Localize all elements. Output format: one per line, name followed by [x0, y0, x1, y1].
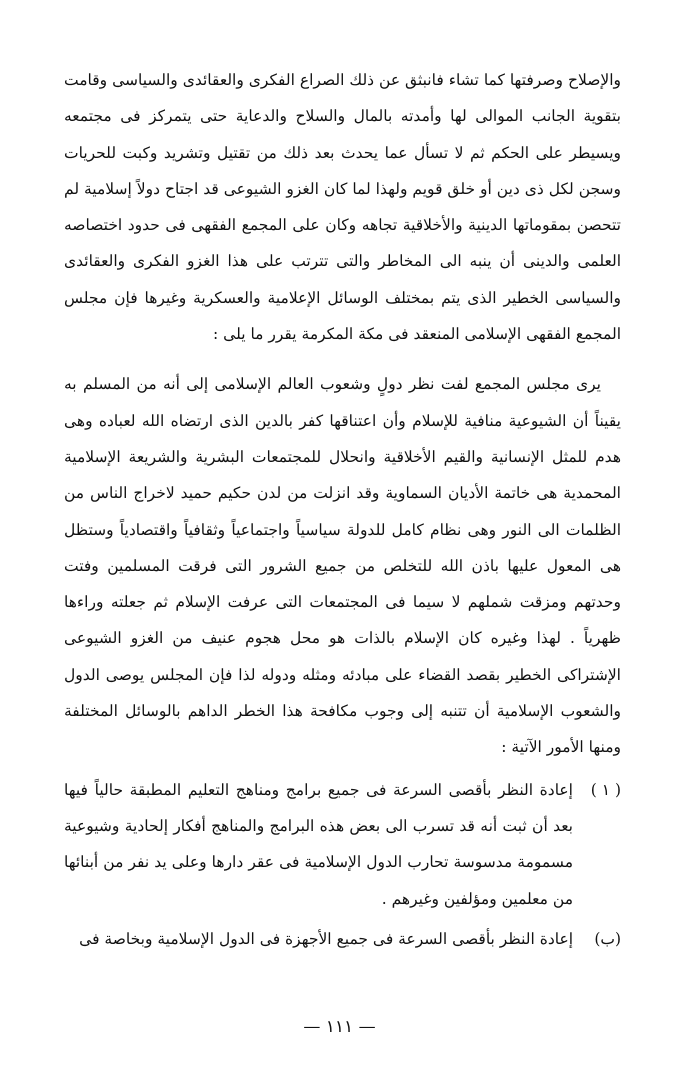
page-number: — ١١١ — — [303, 1017, 376, 1037]
list-item — [64, 921, 621, 957]
list-item — [64, 772, 621, 917]
list-item-marker: ( ١ ) — [590, 780, 621, 799]
list-item-marker: (ب) — [594, 929, 621, 948]
paragraph: يرى مجلس المجمع لفت نظر دولٍ وشعوب العالم الإسلامى إلى أنه من المسلم به يقيناً أن الشيوعية منافية للإسلام وأن اعتناقها كفر بالدين الذى ارتضاه الله لعباده وهى هدم للمثل الإنسانية والقيم الأخلاقية وانحلال للمجتمعات البشرية والشريعة الإسلامية المحمدية هى خاتمة الأديان السماوية وقد انزلت من لدن حكيم حميد لاخراج الناس من الظلمات الى النور وهى نظام كامل للدولة سياسياً واجتماعياً وثقافياً واقتصادياً وستظل هى المعول عليها باذن الله للتخلص من جميع الشرور التى فرقت المسلمين وفتت وحدتهم ومزقت شملهم لا سيما فى المجتمعات التى عرفت الإسلام ثم جعلته وراءها ظهرياً . لهذا وغيره كان الإسلام بالذات هو محل هجوم عنيف من الغزو الشيوعى الإشتراكى الخطير بقصد القضاء على مبادئه ومثله ودوله لذا فإن المجلس يوصى الدول والشعوب الإسلامية أن تتنبه إلى وجوب مكافحة هذا الخطر الداهم بالوسائل المختلفة ومنها الأمور الآتية : — [64, 375, 621, 757]
body-text — [64, 62, 621, 957]
paragraph: والإصلاح وصرفتها كما تشاء فانبثق عن ذلك الصراع الفكرى والعقائدى والسياسى وقامت بتقوية الجانب الموالى لها وأمدته بالمال والسلاح والدعاية حتى يتمركز فى مجتمعه ويسيطر على الحكم ثم لا تسأل عما يحدث بعد ذلك من تقتيل وتشريد وكبت للحريات وسجن لكل ذى دين أو خلق قويم ولهذا لما كان الغزو الشيوعى قد اجتاح دولاً إسلامية لم تتحصن بمقوماتها الدينية والأخلاقية تجاهه وكان على المجمع الفقهى فى حدود اختصاصه العلمى والدينى أن ينبه الى المخاطر والتى تترتب على هذا الغزو الفكرى والعقائدى والسياسى الخطير الذى يتم بمختلف الوسائل الإعلامية والعسكرية وغيرها فإن مجلس المجمع الفقهى الإسلامى المنعقد فى مكة المكرمة يقرر ما يلى : — [64, 71, 621, 344]
list-item-text: إعادة النظر بأقصى السرعة فى جميع الأجهزة فى الدول الإسلامية وبخاصة فى — [79, 929, 573, 948]
numbered-list — [64, 772, 621, 957]
list-item-text: إعادة النظر بأقصى السرعة فى جميع برامج ومناهج التعليم المطبقة حالياً فيها بعد أن ثبت أنه قد تسرب الى بعض هذه البرامج والمناهج أفكار إلحادية وشيوعية مسمومة مدسوسة تحارب الدول الإسلامية فى عقر دارها وعلى يد نفر من أبنائها من معلمين ومؤلفين وغيرهم . — [64, 780, 573, 908]
